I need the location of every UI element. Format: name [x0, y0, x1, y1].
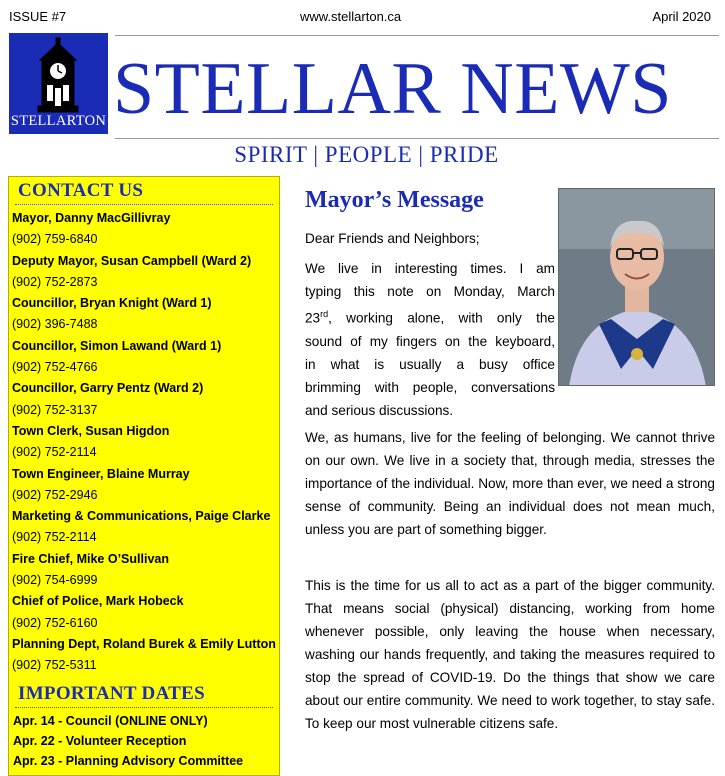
contact-name: Councillor, Garry Pentz (Ward 2) [12, 381, 204, 396]
logo-label: STELLARTON [10, 113, 107, 129]
top-info-bar [0, 0, 725, 30]
contact-phone: (902) 752-2873 [12, 274, 98, 289]
contact-name: Planning Dept, Roland Burek & Emily Lutton [12, 636, 276, 651]
masthead-title: STELLAR NEWS [113, 48, 672, 130]
contact-heading: CONTACT US [18, 180, 144, 201]
p1-line-text: , working alone, with only the [328, 310, 555, 326]
p1-line: typing this note on Monday, March [305, 284, 555, 299]
contact-phone: (902) 752-6160 [12, 615, 98, 630]
tagline: SPIRIT | PEOPLE | PRIDE [234, 142, 499, 167]
paragraph-3: This is the time for us all to act as a part of the bigger community. That means social (physical) distancing, working from home whenever possible, only leaving the house when necessary, washing our hands frequently, and taking the measures required to stop the spread of COVID-19. Do the things that show we care about our entire community. We need to work together, to stay safe. To keep our most vulnerable citizens safe. [305, 578, 715, 731]
dotted-divider [15, 707, 273, 708]
contact-name: Town Engineer, Blaine Murray [12, 466, 190, 481]
contact-name: Councillor, Simon Lawand (Ward 1) [12, 338, 222, 353]
ordinal-suffix: rd [320, 309, 329, 319]
paragraph-2: We, as humans, live for the feeling of belonging. We cannot thrive on our own. We live in a society that, through media, stresses the importance of the individual. Now, more than ever, we need a strong sense of community. Being an individual does not mean much, unless you are part of something bigger. [305, 430, 715, 537]
contact-sidebar [8, 176, 280, 776]
paragraph-1 [305, 257, 555, 422]
contact-name: Deputy Mayor, Susan Campbell (Ward 2) [12, 253, 252, 268]
dotted-divider [15, 204, 273, 205]
greeting: Dear Friends and Neighbors; [305, 231, 480, 246]
contact-name: Town Clerk, Susan Higdon [12, 423, 170, 438]
mayor-photo [558, 188, 715, 386]
contact-phone: (902) 396-7488 [12, 317, 98, 332]
article-title: Mayor’s Message [305, 187, 484, 213]
contact-phone: (902) 752-4766 [12, 360, 98, 375]
contact-name: Councillor, Bryan Knight (Ward 1) [12, 296, 212, 311]
dates-heading: IMPORTANT DATES [18, 682, 205, 704]
p1-line: in what is usually a busy office [305, 356, 555, 372]
contact-phone: (902) 752-3137 [12, 402, 98, 417]
website-link[interactable]: www.stellarton.ca [300, 9, 402, 24]
contact-phone: (902) 752-2114 [12, 445, 97, 460]
contact-list [9, 208, 279, 677]
contact-phone: (902) 752-2946 [12, 487, 98, 502]
stellarton-logo [9, 33, 108, 134]
clock-tower-icon [9, 33, 108, 115]
date-item: Apr. 22 - Volunteer Reception [13, 733, 187, 748]
contact-name: Marketing & Communications, Paige Clarke [12, 509, 271, 524]
p1-line: brimming with people, conversations [305, 379, 555, 395]
p1-line: sound of my fingers on the keyboard, [305, 333, 555, 349]
p1-line: and serious discussions. [305, 402, 454, 418]
masthead-rule-bottom [115, 138, 719, 139]
masthead-rule-top [115, 35, 719, 36]
issue-date: April 2020 [652, 9, 711, 24]
p1-line: We live in interesting times. I am [305, 261, 555, 276]
p1-line [305, 303, 555, 330]
contact-name: Mayor, Danny MacGillivray [12, 211, 171, 225]
issue-number: ISSUE #7 [9, 9, 67, 24]
date-item: Apr. 23 - Planning Advisory Committee [13, 753, 244, 768]
contact-name: Chief of Police, Mark Hobeck [12, 594, 184, 609]
contact-phone: (902) 759-6840 [12, 232, 98, 247]
contact-phone: (902) 754-6999 [12, 573, 98, 588]
contact-phone: (902) 752-5311 [12, 658, 97, 673]
date-item: Apr. 14 - Council (ONLINE ONLY) [13, 713, 208, 728]
contact-name: Fire Chief, Mike O’Sullivan [12, 551, 169, 566]
p1-line-text: 23 [305, 310, 321, 326]
contact-phone: (902) 752-2114 [12, 530, 97, 545]
